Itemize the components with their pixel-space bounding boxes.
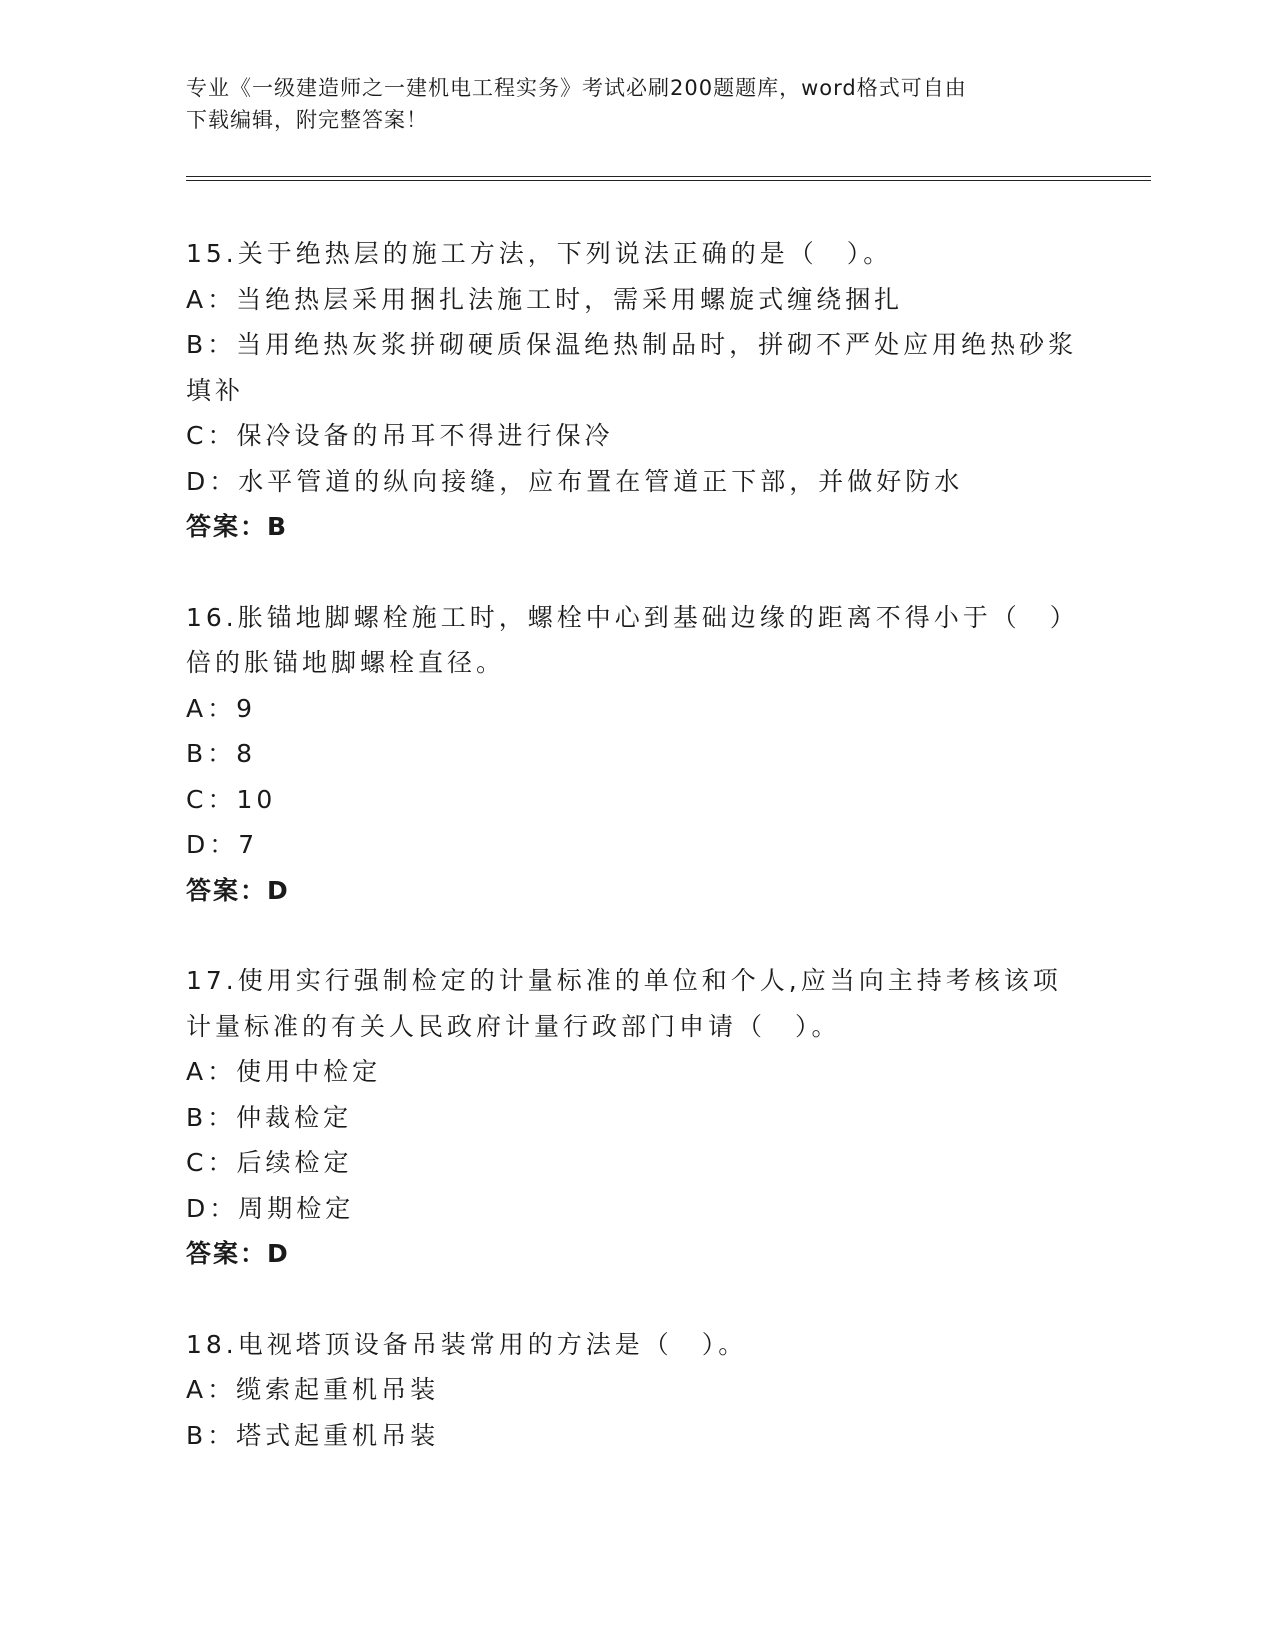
answer: 答案：D — [186, 875, 290, 905]
question-17 — [186, 958, 1106, 1277]
question-list — [186, 231, 1106, 1503]
question-stem-continued: 倍的胀锚地脚螺栓直径。 — [186, 648, 506, 677]
option-c: C：保冷设备的吊耳不得进行保冷 — [186, 421, 614, 450]
question-stem: 17.使用实行强制检定的计量标准的单位和个人,应当向主持考核该项 — [186, 966, 1062, 995]
question-stem-continued: 计量标准的有关人民政府计量行政部门申请（ ）。 — [186, 1011, 841, 1041]
option-b: B：当用绝热灰浆拼砌硬质保温绝热制品时，拼砌不严处应用绝热砂浆 — [186, 330, 1078, 359]
answer: 答案：B — [186, 512, 289, 541]
document-header — [186, 72, 1066, 136]
question-18 — [186, 1322, 1106, 1459]
question-16 — [186, 595, 1106, 914]
question-stem: 15.关于绝热层的施工方法，下列说法正确的是（ ）。 — [186, 239, 893, 268]
option-b: B：8 — [186, 739, 257, 768]
option-a: A：当绝热层采用捆扎法施工时，需采用螺旋式缠绕捆扎 — [186, 284, 904, 314]
option-a: A：9 — [186, 693, 257, 723]
option-b: B：塔式起重机吊装 — [186, 1420, 440, 1450]
option-b-continued: 填补 — [186, 375, 245, 405]
question-15 — [186, 231, 1106, 550]
header-line-2: 下载编辑，附完整答案！ — [186, 108, 428, 132]
answer: 答案：D — [186, 1239, 290, 1268]
option-c: C：10 — [186, 784, 277, 814]
question-stem: 16.胀锚地脚螺栓施工时，螺栓中心到基础边缘的距离不得小于（ ） — [186, 602, 1079, 632]
option-d: D：7 — [186, 830, 259, 859]
option-d: D：水平管道的纵向接缝，应布置在管道正下部，并做好防水 — [186, 466, 964, 496]
option-c: C：后续检定 — [186, 1148, 353, 1177]
option-d: D：周期检定 — [186, 1193, 355, 1223]
option-b: B：仲裁检定 — [186, 1102, 353, 1132]
question-stem: 18.电视塔顶设备吊装常用的方法是（ ）。 — [186, 1329, 748, 1359]
option-a: A：缆索起重机吊装 — [186, 1375, 440, 1404]
header-line-1: 专业《一级建造师之一建机电工程实务》考试必刷200题题库，word格式可自由 — [186, 76, 967, 100]
header-double-rule — [186, 176, 1151, 181]
option-a: A：使用中检定 — [186, 1057, 382, 1086]
